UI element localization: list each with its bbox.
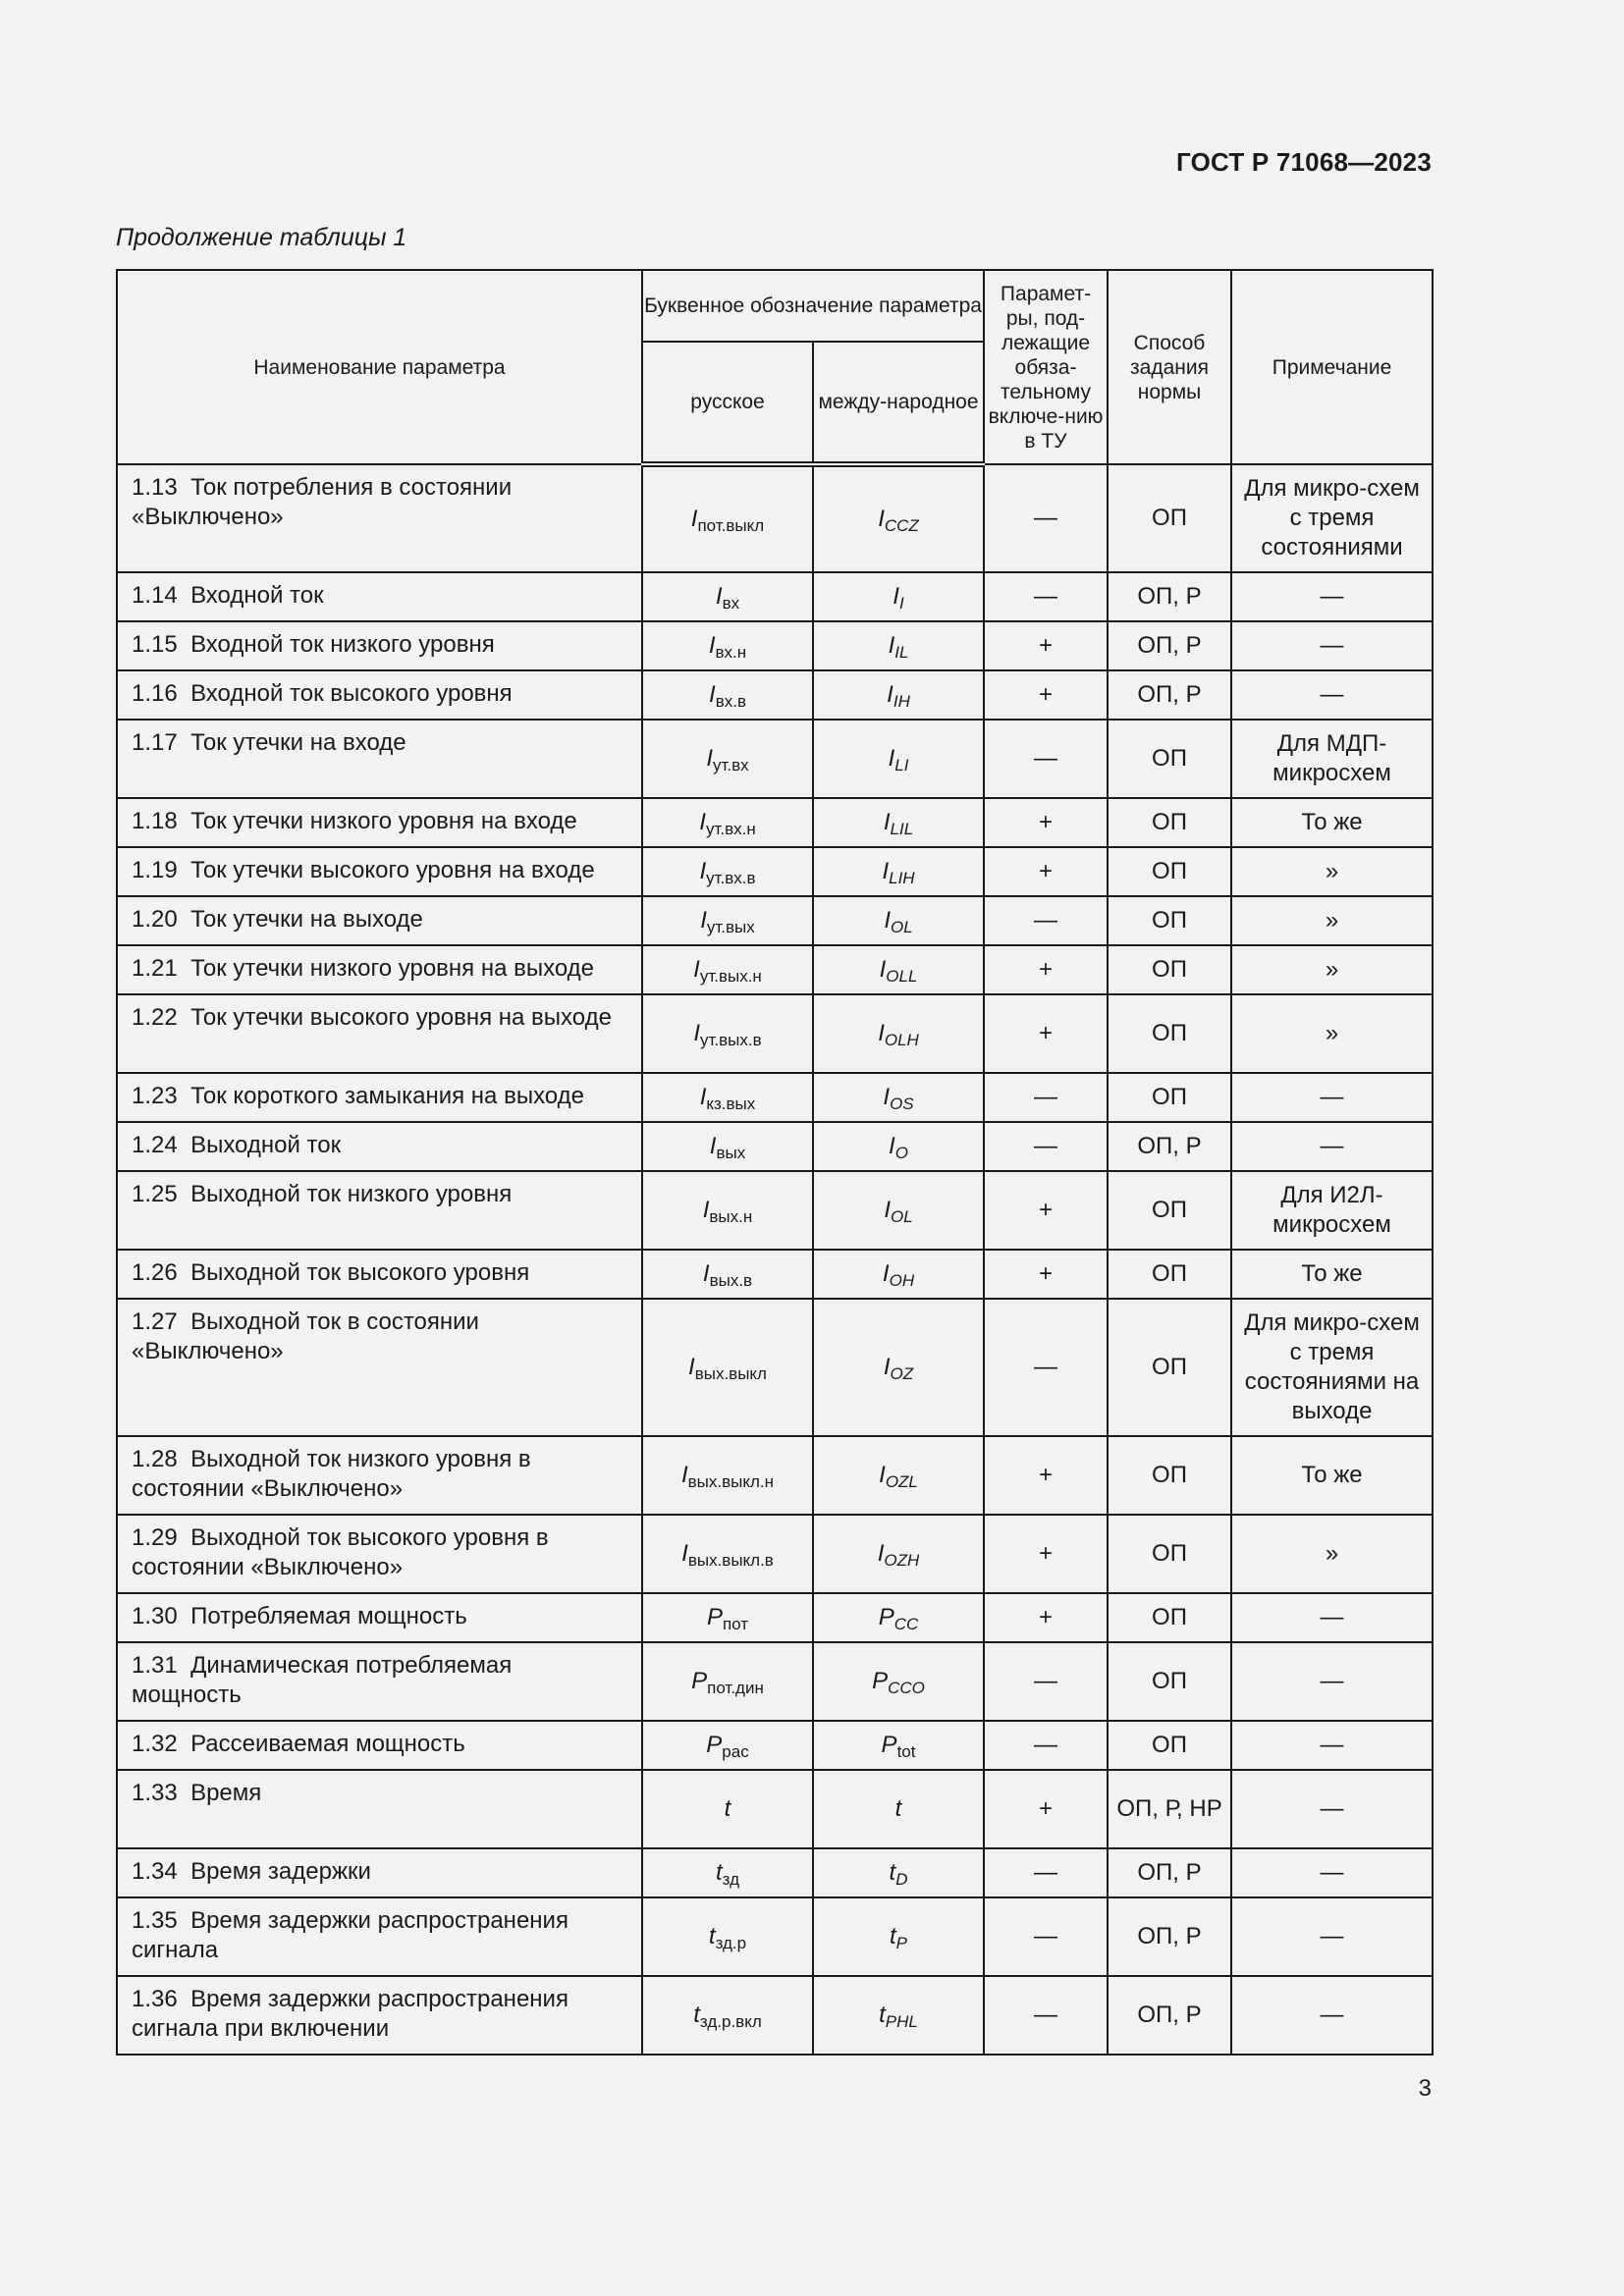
param-number: 1.32 [132,1731,178,1757]
param-name: Время задержки [190,1858,371,1885]
symbol-ru-cell [642,621,813,670]
note-cell: То же [1231,1436,1433,1515]
col-header-note: Примечание [1231,270,1433,464]
param-number: 1.22 [132,1004,178,1031]
symbol-intl-cell [813,1721,984,1770]
symbol-intl: t [894,1795,902,1822]
param-name-cell [117,1897,642,1976]
note-cell: — [1231,1721,1433,1770]
table-row [117,1721,1433,1770]
table-row [117,847,1433,896]
param-name-cell [117,847,642,896]
symbol-ru: $I_{ут.вых.в}$ [693,1020,762,1049]
symbol-intl-cell [813,670,984,720]
note-cell: » [1231,1515,1433,1593]
norm-method-cell: ОП [1108,1073,1231,1122]
param-name-cell [117,1593,642,1642]
mandatory-cell: — [984,720,1108,798]
symbol-intl-cell [813,1515,984,1593]
param-number: 1.26 [132,1259,178,1286]
symbol-ru-cell [642,896,813,945]
symbol-ru: $I_{ут.вх.в}$ [699,858,756,887]
symbol-ru-cell [642,1770,813,1848]
param-name: Выходной ток [190,1132,342,1158]
symbol-ru-cell [642,1642,813,1721]
table-row [117,1642,1433,1721]
param-number: 1.36 [132,1986,178,2012]
param-name: Рассеиваемая мощность [190,1731,465,1757]
norm-method-cell: ОП [1108,720,1231,798]
symbol-intl: $I_{OZL}$ [879,1462,918,1491]
param-number: 1.35 [132,1907,178,1934]
table-row [117,1436,1433,1515]
symbol-ru-cell [642,798,813,847]
param-name: Входной ток низкого уровня [190,631,495,658]
param-name-cell [117,572,642,621]
parameters-table [116,269,1434,2056]
param-name: Входной ток [190,582,324,609]
norm-method-cell: ОП [1108,1250,1231,1299]
param-number: 1.33 [132,1780,178,1806]
symbol-ru: $t_{зд.р.вкл}$ [693,2002,762,2031]
symbol-ru: $I_{ут.вых}$ [700,907,755,936]
symbol-ru: $P_{пот}$ [706,1604,749,1633]
param-name: Ток утечки высокого уровня на входе [190,857,595,883]
param-name-cell [117,1976,642,2055]
mandatory-cell: — [984,1299,1108,1436]
table-row [117,994,1433,1073]
param-number: 1.20 [132,906,178,933]
mandatory-cell: + [984,1436,1108,1515]
note-cell: — [1231,1976,1433,2055]
param-name-cell [117,621,642,670]
symbol-intl-cell [813,896,984,945]
note-cell: — [1231,1073,1433,1122]
mandatory-cell: — [984,1848,1108,1897]
mandatory-cell: + [984,1593,1108,1642]
note-cell: — [1231,1593,1433,1642]
symbol-ru: $I_{ут.вых.н}$ [693,956,762,986]
table-caption: Продолжение таблицы 1 [116,224,407,251]
symbol-ru: $I_{вых.выкл.н}$ [680,1462,775,1491]
table-row [117,896,1433,945]
symbol-ru-cell [642,1721,813,1770]
param-name-cell [117,896,642,945]
symbol-intl-cell [813,1171,984,1250]
norm-method-cell: ОП [1108,1299,1231,1436]
param-number: 1.23 [132,1083,178,1109]
mandatory-cell: — [984,1122,1108,1171]
symbol-intl: $I_{LIL}$ [883,809,914,838]
symbol-intl: $I_{OZ}$ [883,1354,914,1383]
param-number: 1.30 [132,1603,178,1629]
norm-method-cell: ОП, Р [1108,1897,1231,1976]
param-name-cell [117,464,642,572]
param-name: Выходной ток высокого уровня в состоянии «Выключено» [132,1524,549,1580]
table-row [117,1122,1433,1171]
norm-method-cell: ОП, Р [1108,1122,1231,1171]
note-cell: — [1231,572,1433,621]
col-header-symbol-ru: русское [642,342,813,464]
symbol-intl-cell [813,1299,984,1436]
note-cell: » [1231,945,1433,994]
note-cell: — [1231,1897,1433,1976]
note-cell: — [1231,1122,1433,1171]
param-number: 1.28 [132,1446,178,1472]
mandatory-cell: — [984,896,1108,945]
param-name-cell [117,1642,642,1721]
symbol-intl: $t_D$ [889,1859,908,1889]
symbol-ru: t [724,1795,731,1822]
mandatory-cell: — [984,1897,1108,1976]
param-name: Ток утечки высокого уровня на выходе [190,1004,612,1031]
note-cell: — [1231,1770,1433,1848]
symbol-intl: $I_{OL}$ [884,1197,913,1226]
symbol-ru-cell [642,945,813,994]
note-cell: Для МДП-микросхем [1231,720,1433,798]
symbol-intl-cell [813,1593,984,1642]
symbol-intl-cell [813,720,984,798]
param-name: Выходной ток низкого уровня в состоянии «Выключено» [132,1446,531,1502]
col-header-symbol-intl: между-народное [813,342,984,464]
param-name: Время задержки распространения сигнала при включении [132,1986,568,2042]
table-row [117,1976,1433,2055]
symbol-intl: $t_P$ [890,1923,908,1952]
param-number: 1.34 [132,1858,178,1885]
symbol-intl: $I_{CCZ}$ [878,506,919,535]
symbol-intl: $I_{OS}$ [883,1084,914,1113]
standard-code: ГОСТ Р 71068—2023 [1176,147,1432,177]
param-number: 1.18 [132,808,178,834]
note-cell: » [1231,896,1433,945]
symbol-ru: $I_{ут.вх}$ [706,745,749,774]
symbol-ru-cell [642,1299,813,1436]
mandatory-cell: — [984,1721,1108,1770]
mandatory-cell: + [984,1770,1108,1848]
table-row [117,621,1433,670]
param-name: Ток утечки низкого уровня на входе [190,808,577,834]
param-name: Ток короткого замыкания на выходе [190,1083,584,1109]
mandatory-cell: + [984,621,1108,670]
col-header-name: Наименование параметра [117,270,642,464]
param-number: 1.29 [132,1524,178,1551]
param-number: 1.19 [132,857,178,883]
param-name-cell [117,670,642,720]
mandatory-cell: + [984,798,1108,847]
table-row [117,1171,1433,1250]
mandatory-cell: — [984,1073,1108,1122]
symbol-intl: $I_{OL}$ [884,907,913,936]
symbol-intl: $P_{tot}$ [881,1732,916,1761]
symbol-intl: $I_O$ [889,1133,908,1162]
table-row [117,670,1433,720]
symbol-intl: $I_{OH}$ [882,1260,915,1290]
symbol-intl-cell [813,1436,984,1515]
note-cell: — [1231,1848,1433,1897]
param-name-cell [117,798,642,847]
norm-method-cell: ОП, Р [1108,670,1231,720]
table-row [117,1897,1433,1976]
param-name-cell [117,1515,642,1593]
param-name: Выходной ток в состоянии «Выключено» [132,1308,479,1364]
symbol-intl: $t_{PHL}$ [879,2002,918,2031]
symbol-intl-cell [813,572,984,621]
param-name-cell [117,1721,642,1770]
symbol-ru: $I_{вых.в}$ [702,1260,753,1290]
param-name-cell [117,720,642,798]
symbol-ru-cell [642,994,813,1073]
param-number: 1.14 [132,582,178,609]
norm-method-cell: ОП, Р [1108,1976,1231,2055]
param-name: Ток утечки низкого уровня на выходе [190,955,595,982]
norm-method-cell: ОП [1108,798,1231,847]
symbol-ru-cell [642,1593,813,1642]
norm-method-cell: ОП [1108,1721,1231,1770]
param-name: Выходной ток высокого уровня [190,1259,530,1286]
note-cell: — [1231,1642,1433,1721]
symbol-ru-cell [642,1976,813,2055]
symbol-intl-cell [813,1250,984,1299]
param-name: Ток потребления в состоянии «Выключено» [132,474,513,530]
mandatory-cell: — [984,1642,1108,1721]
note-cell: Для микро-схем с тремя состояниями на выходе [1231,1299,1433,1436]
param-number: 1.17 [132,729,178,756]
symbol-intl: $I_{LIH}$ [882,858,915,887]
symbol-intl: $P_{CCO}$ [872,1668,925,1697]
note-cell: — [1231,621,1433,670]
symbol-ru: $I_{вх}$ [715,583,740,613]
mandatory-cell: + [984,1515,1108,1593]
symbol-intl: $I_{OLL}$ [879,956,918,986]
note-cell: Для микро-схем с тремя состояниями [1231,464,1433,572]
param-number: 1.16 [132,680,178,707]
symbol-ru: $t_{зд.р}$ [708,1923,747,1952]
param-name: Динамическая потребляемая мощность [132,1652,513,1708]
symbol-ru: $I_{вых.выкл}$ [688,1354,767,1383]
symbol-ru-cell [642,464,813,572]
symbol-intl-cell [813,847,984,896]
param-number: 1.24 [132,1132,178,1158]
note-cell: То же [1231,798,1433,847]
page-number: 3 [1418,2075,1432,2102]
note-cell: » [1231,847,1433,896]
symbol-ru-cell [642,720,813,798]
mandatory-cell: — [984,572,1108,621]
param-number: 1.27 [132,1308,178,1335]
symbol-intl-cell [813,1897,984,1976]
param-number: 1.31 [132,1652,178,1679]
symbol-ru-cell [642,1122,813,1171]
param-name: Выходной ток низкого уровня [190,1181,513,1207]
table-row [117,945,1433,994]
symbol-intl-cell [813,621,984,670]
norm-method-cell: ОП [1108,1436,1231,1515]
symbol-ru: $P_{пот.дин}$ [691,1668,764,1697]
table-row [117,1515,1433,1593]
mandatory-cell: + [984,847,1108,896]
param-name: Ток утечки на входе [190,729,406,756]
symbol-intl-cell [813,994,984,1073]
param-name: Потребляемая мощность [190,1603,467,1629]
param-name-cell [117,1848,642,1897]
symbol-intl-cell [813,798,984,847]
symbol-ru-cell [642,1250,813,1299]
norm-method-cell: ОП [1108,1593,1231,1642]
symbol-ru: $t_{зд}$ [715,1859,739,1889]
symbol-intl-cell [813,1642,984,1721]
param-name-cell [117,1770,642,1848]
note-cell: То же [1231,1250,1433,1299]
norm-method-cell: ОП [1108,945,1231,994]
param-name: Время [190,1780,262,1806]
table-row [117,720,1433,798]
param-name-cell [117,1436,642,1515]
table-row [117,572,1433,621]
table-row [117,1770,1433,1848]
norm-method-cell: ОП [1108,1171,1231,1250]
param-name-cell [117,1299,642,1436]
param-name: Время задержки распространения сигнала [132,1907,568,1963]
symbol-ru-cell [642,670,813,720]
symbol-ru: $I_{ут.вх.н}$ [699,809,756,838]
mandatory-cell: + [984,994,1108,1073]
mandatory-cell: + [984,1171,1108,1250]
symbol-intl-cell [813,1122,984,1171]
symbol-ru: $I_{кз.вых}$ [699,1084,756,1113]
symbol-intl: $I_{IH}$ [887,681,910,711]
table-row [117,1299,1433,1436]
col-header-symbol-group: Буквенное обозначение параметра [642,270,984,342]
symbol-intl-cell [813,1976,984,2055]
table-row [117,464,1433,572]
symbol-ru-cell [642,847,813,896]
mandatory-cell: — [984,1976,1108,2055]
symbol-ru-cell [642,572,813,621]
mandatory-cell: + [984,1250,1108,1299]
symbol-ru: $I_{вых.выкл.в}$ [681,1540,774,1570]
param-name: Ток утечки на выходе [190,906,423,933]
param-name-cell [117,945,642,994]
symbol-intl: $I_{OLH}$ [878,1020,919,1049]
norm-method-cell: ОП [1108,994,1231,1073]
symbol-ru-cell [642,1171,813,1250]
symbol-ru-cell [642,1073,813,1122]
norm-method-cell: ОП [1108,1515,1231,1593]
norm-method-cell: ОП [1108,1642,1231,1721]
symbol-intl-cell [813,945,984,994]
symbol-intl: $P_{CC}$ [878,1604,919,1633]
param-name-cell [117,1171,642,1250]
table-row [117,1848,1433,1897]
norm-method-cell: ОП, Р [1108,1848,1231,1897]
symbol-intl: $I_{OZH}$ [877,1540,920,1570]
table-row [117,1250,1433,1299]
param-number: 1.15 [132,631,178,658]
param-name-cell [117,1250,642,1299]
symbol-ru: $P_{рас}$ [706,1732,749,1761]
norm-method-cell: ОП [1108,896,1231,945]
symbol-intl-cell [813,1848,984,1897]
param-name-cell [117,1122,642,1171]
symbol-intl-cell [813,1073,984,1122]
symbol-ru-cell [642,1515,813,1593]
symbol-intl: $I_{LI}$ [888,745,909,774]
norm-method-cell: ОП [1108,464,1231,572]
symbol-ru-cell [642,1897,813,1976]
symbol-ru: $I_{вых.н}$ [702,1197,753,1226]
symbol-intl: $I_I$ [893,583,904,613]
param-name: Входной ток высокого уровня [190,680,513,707]
mandatory-cell: — [984,464,1108,572]
norm-method-cell: ОП, Р, НР [1108,1770,1231,1848]
col-header-mandatory: Парамет-ры, под-лежащие обяза-тельному включе-нию в ТУ [984,270,1108,464]
note-cell: Для И2Л-микросхем [1231,1171,1433,1250]
mandatory-cell: + [984,945,1108,994]
symbol-intl: $I_{IL}$ [888,632,909,662]
symbol-ru: $I_{вх.н}$ [708,632,747,662]
table-row [117,798,1433,847]
param-name-cell [117,994,642,1073]
symbol-ru: $I_{пот.выкл}$ [690,506,765,535]
col-header-norm-method: Способ задания нормы [1108,270,1231,464]
param-number: 1.21 [132,955,178,982]
param-number: 1.25 [132,1181,178,1207]
symbol-ru-cell [642,1848,813,1897]
param-number: 1.13 [132,474,178,501]
symbol-ru: $I_{вых}$ [709,1133,746,1162]
symbol-intl-cell [813,1770,984,1848]
symbol-ru: $I_{вх.в}$ [709,681,746,711]
table-row [117,1073,1433,1122]
norm-method-cell: ОП, Р [1108,572,1231,621]
symbol-intl-cell [813,464,984,572]
norm-method-cell: ОП [1108,847,1231,896]
mandatory-cell: + [984,670,1108,720]
table-row [117,1593,1433,1642]
norm-method-cell: ОП, Р [1108,621,1231,670]
param-name-cell [117,1073,642,1122]
note-cell: — [1231,670,1433,720]
symbol-ru-cell [642,1436,813,1515]
table-body [117,464,1433,2055]
note-cell: » [1231,994,1433,1073]
